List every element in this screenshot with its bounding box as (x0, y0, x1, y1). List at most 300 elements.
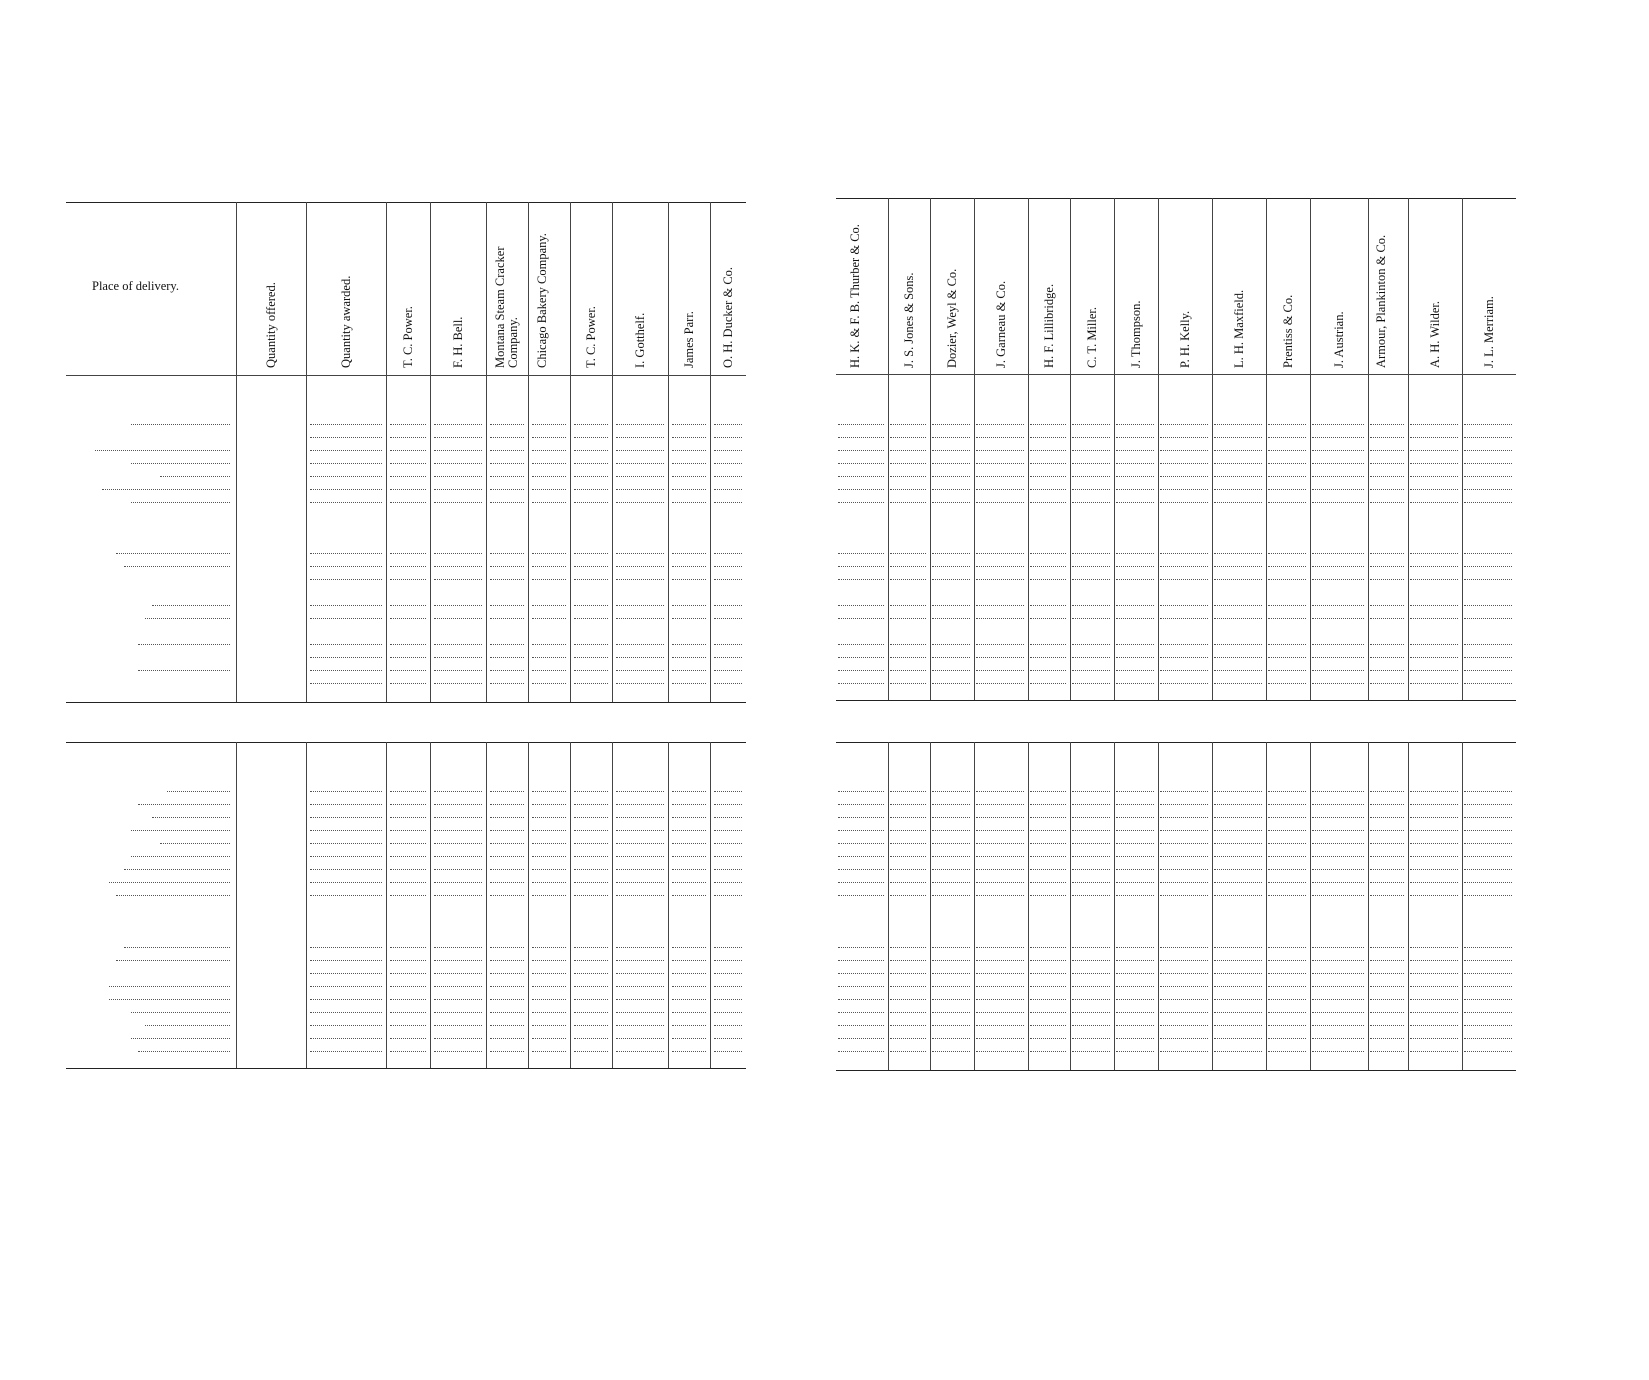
leader-dots (672, 804, 706, 805)
leader-dots (490, 670, 524, 671)
leader-dots (1072, 489, 1110, 490)
leader-dots (1312, 683, 1364, 684)
leader-dots (1072, 986, 1110, 987)
leader-dots (1030, 869, 1066, 870)
column-rule (974, 742, 975, 1070)
leader-dots (1410, 830, 1458, 831)
leader-dots (532, 830, 566, 831)
leader-dots (1410, 843, 1458, 844)
leader-dots (672, 437, 706, 438)
column-rule (1462, 742, 1463, 1070)
leader-dots (1464, 960, 1512, 961)
leader-dots (1312, 973, 1364, 974)
column-rule (570, 202, 571, 702)
leader-dots (109, 999, 230, 1000)
column-rule (1266, 198, 1267, 700)
column-rule (1368, 742, 1369, 1070)
leader-dots (838, 489, 884, 490)
leader-dots (932, 476, 970, 477)
leader-dots (1072, 657, 1110, 658)
leader-dots (616, 1012, 664, 1013)
leader-dots (890, 683, 926, 684)
leader-dots (532, 437, 566, 438)
leader-dots (160, 476, 230, 477)
leader-dots (1072, 791, 1110, 792)
leader-dots (616, 947, 664, 948)
pork-bottom-rule (66, 1068, 746, 1069)
leader-dots (390, 476, 426, 477)
leader-dots (1312, 618, 1364, 619)
leader-dots (310, 895, 382, 896)
leader-dots (672, 605, 706, 606)
leader-dots (890, 960, 926, 961)
column-header-10: O. H. Ducker & Co. (720, 266, 735, 368)
leader-dots (1268, 489, 1306, 490)
leader-dots (932, 605, 970, 606)
leader-dots (138, 804, 230, 805)
leader-dots (976, 999, 1024, 1000)
leader-dots (310, 843, 382, 844)
leader-dots (532, 882, 566, 883)
leader-dots (1410, 960, 1458, 961)
leader-dots (1268, 579, 1306, 580)
leader-dots (1072, 463, 1110, 464)
leader-dots (1072, 804, 1110, 805)
leader-dots (1030, 502, 1066, 503)
leader-dots (890, 437, 926, 438)
leader-dots (932, 960, 970, 961)
leader-dots (1410, 882, 1458, 883)
leader-dots (138, 644, 230, 645)
leader-dots (574, 502, 608, 503)
leader-dots (1160, 657, 1208, 658)
leader-dots (1116, 895, 1154, 896)
leader-dots (1214, 895, 1262, 896)
column-header-right-14: J. L. Merriam. (1481, 296, 1496, 368)
leader-dots (1268, 999, 1306, 1000)
leader-dots (1464, 999, 1512, 1000)
leader-dots (1116, 999, 1154, 1000)
leader-dots (1370, 670, 1404, 671)
leader-dots (890, 1025, 926, 1026)
leader-dots (672, 882, 706, 883)
leader-dots (1268, 670, 1306, 671)
leader-dots (434, 644, 482, 645)
leader-dots (490, 804, 524, 805)
leader-dots (932, 1038, 970, 1039)
leader-dots (1268, 869, 1306, 870)
leader-dots (574, 947, 608, 948)
leader-dots (976, 973, 1024, 974)
column-rule (1408, 742, 1409, 1070)
leader-dots (1160, 817, 1208, 818)
leader-dots (976, 817, 1024, 818)
leader-dots (890, 463, 926, 464)
column-header-9: James Parr. (681, 311, 696, 368)
place-of-delivery-header: Place of delivery. (92, 279, 179, 293)
leader-dots (890, 424, 926, 425)
leader-dots (932, 450, 970, 451)
leader-dots (1312, 579, 1364, 580)
leader-dots (616, 644, 664, 645)
leader-dots (434, 882, 482, 883)
leader-dots (1464, 683, 1512, 684)
leader-dots (1072, 830, 1110, 831)
column-header-right-7: J. Thompson. (1128, 300, 1143, 368)
leader-dots (310, 437, 382, 438)
leader-dots (932, 882, 970, 883)
leader-dots (434, 605, 482, 606)
leader-dots (1410, 1038, 1458, 1039)
leader-dots (672, 644, 706, 645)
leader-dots (574, 1012, 608, 1013)
leader-dots (1370, 618, 1404, 619)
leader-dots (1072, 502, 1110, 503)
leader-dots (672, 657, 706, 658)
leader-dots (95, 450, 230, 451)
leader-dots (1464, 843, 1512, 844)
column-rule (710, 742, 711, 1068)
leader-dots (1268, 843, 1306, 844)
leader-dots (1464, 1051, 1512, 1052)
leader-dots (1214, 579, 1262, 580)
leader-dots (1464, 463, 1512, 464)
leader-dots (1410, 644, 1458, 645)
leader-dots (1370, 895, 1404, 896)
leader-dots (838, 502, 884, 503)
column-rule (710, 202, 711, 702)
column-header-3: T. C. Power. (400, 306, 415, 368)
leader-dots (532, 1025, 566, 1026)
leader-dots (1214, 657, 1262, 658)
leader-dots (1072, 683, 1110, 684)
leader-dots (310, 463, 382, 464)
column-rule (386, 742, 387, 1068)
leader-dots (574, 999, 608, 1000)
leader-dots (616, 882, 664, 883)
leader-dots (1410, 657, 1458, 658)
leader-dots (932, 1012, 970, 1013)
leader-dots (714, 450, 742, 451)
leader-dots (1160, 973, 1208, 974)
leader-dots (390, 999, 426, 1000)
leader-dots (1030, 450, 1066, 451)
leader-dots (932, 644, 970, 645)
leader-dots (1214, 644, 1262, 645)
leader-dots (574, 1038, 608, 1039)
leader-dots (574, 605, 608, 606)
leader-dots (1312, 1051, 1364, 1052)
leader-dots (434, 463, 482, 464)
leader-dots (1116, 566, 1154, 567)
leader-dots (490, 986, 524, 987)
column-header-5: Montana Steam Cracker Company. (493, 246, 520, 368)
leader-dots (1160, 553, 1208, 554)
column-rule (1368, 198, 1369, 700)
leader-dots (1116, 817, 1154, 818)
column-rule (974, 198, 975, 700)
leader-dots (1160, 670, 1208, 671)
leader-dots (1072, 856, 1110, 857)
leader-dots (310, 566, 382, 567)
leader-dots (1214, 424, 1262, 425)
leader-dots (167, 791, 230, 792)
column-header-right-1: H. K. & F. B. Thurber & Co. (848, 224, 862, 368)
leader-dots (1410, 683, 1458, 684)
leader-dots (1072, 644, 1110, 645)
leader-dots (1370, 999, 1404, 1000)
leader-dots (1370, 437, 1404, 438)
leader-dots (1116, 830, 1154, 831)
leader-dots (310, 817, 382, 818)
leader-dots (1214, 1038, 1262, 1039)
column-rule (1028, 742, 1029, 1070)
leader-dots (532, 683, 566, 684)
leader-dots (976, 618, 1024, 619)
leader-dots (1312, 437, 1364, 438)
leader-dots (890, 657, 926, 658)
leader-dots (434, 683, 482, 684)
column-header-8: I. Gotthelf. (632, 312, 647, 368)
leader-dots (1116, 986, 1154, 987)
leader-dots (1464, 791, 1512, 792)
leader-dots (1464, 973, 1512, 974)
leader-dots (131, 424, 230, 425)
leader-dots (976, 670, 1024, 671)
leader-dots (310, 830, 382, 831)
leader-dots (434, 830, 482, 831)
leader-dots (672, 869, 706, 870)
leader-dots (532, 1038, 566, 1039)
leader-dots (152, 817, 230, 818)
leader-dots (1214, 791, 1262, 792)
leader-dots (838, 817, 884, 818)
leader-dots (1370, 843, 1404, 844)
leader-dots (532, 843, 566, 844)
leader-dots (434, 791, 482, 792)
leader-dots (1312, 566, 1364, 567)
leader-dots (976, 960, 1024, 961)
leader-dots (574, 463, 608, 464)
leader-dots (131, 856, 230, 857)
leader-dots (714, 1012, 742, 1013)
leader-dots (714, 489, 742, 490)
leader-dots (532, 856, 566, 857)
leader-dots (932, 817, 970, 818)
leader-dots (574, 644, 608, 645)
leader-dots (1464, 489, 1512, 490)
leader-dots (1116, 1051, 1154, 1052)
leader-dots (532, 566, 566, 567)
leader-dots (532, 502, 566, 503)
leader-dots (390, 618, 426, 619)
leader-dots (890, 895, 926, 896)
leader-dots (672, 986, 706, 987)
leader-dots (152, 605, 230, 606)
leader-dots (838, 947, 884, 948)
leader-dots (1116, 1038, 1154, 1039)
leader-dots (490, 947, 524, 948)
leader-dots (574, 986, 608, 987)
leader-dots (310, 1038, 382, 1039)
leader-dots (1312, 817, 1364, 818)
leader-dots (1116, 882, 1154, 883)
leader-dots (102, 489, 230, 490)
leader-dots (838, 450, 884, 451)
leader-dots (976, 830, 1024, 831)
leader-dots (390, 1025, 426, 1026)
leader-dots (532, 579, 566, 580)
leader-dots (532, 817, 566, 818)
leader-dots (1268, 566, 1306, 567)
leader-dots (1030, 999, 1066, 1000)
leader-dots (1072, 605, 1110, 606)
leader-dots (390, 502, 426, 503)
leader-dots (616, 817, 664, 818)
leader-dots (1116, 450, 1154, 451)
leader-dots (838, 579, 884, 580)
leader-dots (714, 1038, 742, 1039)
column-header-2: Quantity awarded. (338, 275, 353, 368)
leader-dots (310, 1051, 382, 1052)
leader-dots (1116, 618, 1154, 619)
leader-dots (1370, 644, 1404, 645)
leader-dots (532, 947, 566, 948)
leader-dots (714, 804, 742, 805)
leader-dots (714, 670, 742, 671)
leader-dots (490, 618, 524, 619)
leader-dots (672, 463, 706, 464)
column-header-right-2: J. S. Jones & Sons. (901, 272, 916, 368)
leader-dots (131, 1038, 230, 1039)
leader-dots (1030, 986, 1066, 987)
leader-dots (1030, 817, 1066, 818)
leader-dots (1410, 502, 1458, 503)
leader-dots (574, 1025, 608, 1026)
leader-dots (1370, 605, 1404, 606)
leader-dots (1410, 670, 1458, 671)
leader-dots (1464, 502, 1512, 503)
leader-dots (1160, 683, 1208, 684)
leader-dots (434, 566, 482, 567)
leader-dots (838, 895, 884, 896)
leader-dots (434, 947, 482, 948)
leader-dots (310, 618, 382, 619)
leader-dots (838, 1051, 884, 1052)
column-rule (1310, 742, 1311, 1070)
leader-dots (714, 644, 742, 645)
leader-dots (1214, 986, 1262, 987)
leader-dots (1464, 644, 1512, 645)
right-table-bottom-rule (836, 700, 1516, 701)
leader-dots (490, 489, 524, 490)
leader-dots (1214, 502, 1262, 503)
leader-dots (1464, 450, 1512, 451)
leader-dots (1464, 895, 1512, 896)
leader-dots (1116, 804, 1154, 805)
leader-dots (616, 657, 664, 658)
leader-dots (390, 1051, 426, 1052)
leader-dots (1370, 1012, 1404, 1013)
leader-dots (1268, 450, 1306, 451)
table-top-rule (66, 202, 746, 203)
leader-dots (1160, 895, 1208, 896)
leader-dots (1268, 973, 1306, 974)
leader-dots (490, 579, 524, 580)
leader-dots (1214, 553, 1262, 554)
leader-dots (616, 804, 664, 805)
leader-dots (1410, 856, 1458, 857)
leader-dots (1160, 960, 1208, 961)
leader-dots (490, 856, 524, 857)
column-rule (528, 202, 529, 702)
leader-dots (1116, 869, 1154, 870)
leader-dots (1268, 657, 1306, 658)
leader-dots (310, 999, 382, 1000)
leader-dots (1312, 450, 1364, 451)
column-rule (612, 202, 613, 702)
leader-dots (390, 463, 426, 464)
leader-dots (838, 1025, 884, 1026)
leader-dots (574, 895, 608, 896)
leader-dots (672, 553, 706, 554)
column-rule (1310, 198, 1311, 700)
leader-dots (1312, 463, 1364, 464)
leader-dots (574, 450, 608, 451)
leader-dots (390, 605, 426, 606)
leader-dots (932, 895, 970, 896)
leader-dots (390, 1012, 426, 1013)
leader-dots (532, 804, 566, 805)
leader-dots (890, 830, 926, 831)
leader-dots (138, 1051, 230, 1052)
leader-dots (1030, 1012, 1066, 1013)
leader-dots (390, 1038, 426, 1039)
leader-dots (1370, 804, 1404, 805)
leader-dots (672, 476, 706, 477)
leader-dots (1160, 882, 1208, 883)
leader-dots (932, 791, 970, 792)
leader-dots (124, 869, 230, 870)
column-header-right-3: Dozier, Weyl & Co. (944, 268, 959, 368)
leader-dots (124, 947, 230, 948)
column-header-1: Quantity offered. (263, 282, 278, 368)
leader-dots (672, 856, 706, 857)
leader-dots (1160, 791, 1208, 792)
leader-dots (310, 450, 382, 451)
leader-dots (976, 553, 1024, 554)
leader-dots (1410, 618, 1458, 619)
leader-dots (490, 463, 524, 464)
leader-dots (1370, 856, 1404, 857)
leader-dots (310, 947, 382, 948)
leader-dots (434, 895, 482, 896)
leader-dots (838, 1038, 884, 1039)
leader-dots (890, 986, 926, 987)
leader-dots (434, 502, 482, 503)
leader-dots (1268, 960, 1306, 961)
leader-dots (138, 670, 230, 671)
leader-dots (1072, 817, 1110, 818)
leader-dots (672, 566, 706, 567)
leader-dots (838, 437, 884, 438)
leader-dots (574, 843, 608, 844)
leader-dots (434, 657, 482, 658)
leader-dots (1214, 947, 1262, 948)
leader-dots (838, 605, 884, 606)
leader-dots (1160, 843, 1208, 844)
leader-dots (932, 1025, 970, 1026)
